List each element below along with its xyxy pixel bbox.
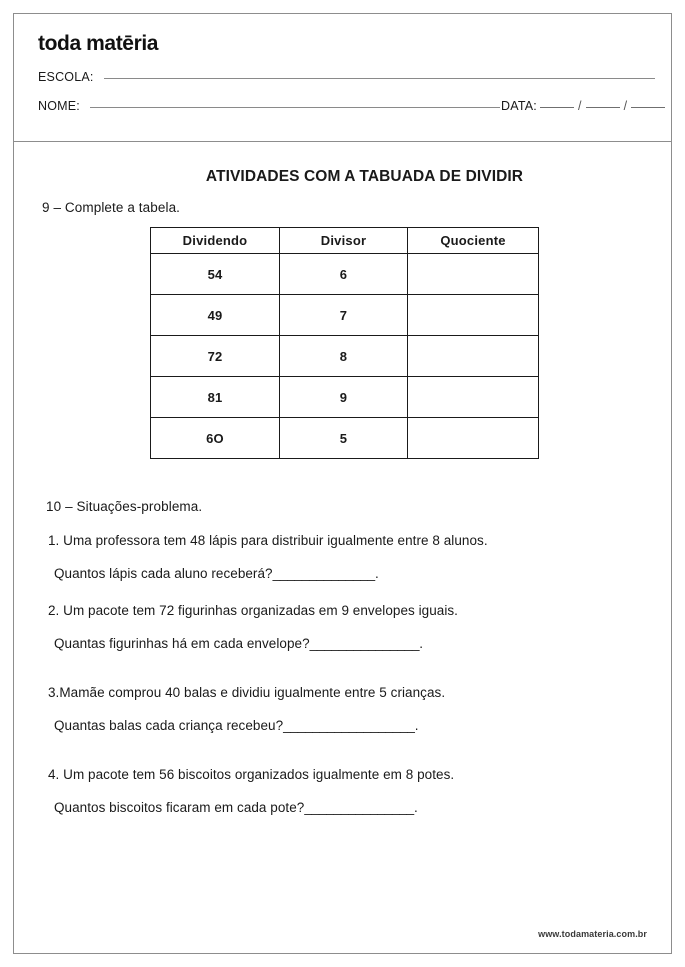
problem-4-period: . [413, 800, 418, 815]
cell-divisor: 8 [280, 336, 408, 377]
problem-1-question [46, 566, 641, 581]
problem-2-question [46, 636, 641, 651]
problem-2-statement: 2. Um pacote tem 72 figurinhas organizadas em 9 envelopes iguais. [48, 603, 458, 618]
problem-item-3 [46, 685, 641, 733]
problem-3-answer-blank[interactable]: __________________ [283, 718, 415, 733]
footer-url: www.todamateria.com.br [538, 929, 647, 939]
cell-quociente-answer[interactable] [408, 336, 539, 377]
table-row [151, 377, 539, 418]
table-row [151, 336, 539, 377]
name-field-row [38, 99, 500, 113]
problem-4-question-text: Quantos biscoitos ficaram em cada pote? [54, 800, 305, 815]
problem-4-question [46, 800, 641, 815]
problem-4-statement: 4. Um pacote tem 56 biscoitos organizados igualmente em 8 potes. [48, 767, 455, 782]
worksheet-body [14, 168, 671, 815]
cell-divisor: 5 [280, 418, 408, 459]
page-title: ATIVIDADES COM A TABUADA DE DIVIDIR [205, 168, 524, 185]
problem-2-question-text: Quantas figurinhas há em cada envelope? [54, 636, 310, 651]
problem-item-2 [46, 603, 641, 651]
cell-quociente-answer[interactable] [408, 295, 539, 336]
problem-1-period: . [374, 566, 379, 581]
cell-dividendo: 6O [151, 418, 280, 459]
cell-quociente-answer[interactable] [408, 418, 539, 459]
problem-2-period: . [419, 636, 424, 651]
table-row [151, 418, 539, 459]
cell-divisor: 7 [280, 295, 408, 336]
name-input-line[interactable] [90, 107, 500, 108]
cell-dividendo: 72 [151, 336, 280, 377]
cell-dividendo: 81 [151, 377, 280, 418]
cell-divisor: 9 [280, 377, 408, 418]
name-label: NOME: [38, 99, 80, 113]
table-row [151, 254, 539, 295]
problem-1-answer-blank[interactable]: ______________ [272, 566, 375, 581]
problem-3-question [46, 718, 641, 733]
problem-item-1 [46, 533, 641, 581]
table-row [151, 295, 539, 336]
cell-divisor: 6 [280, 254, 408, 295]
instruction-exercise-10: 10 – Situações-problema. [46, 499, 203, 514]
date-label: DATA: [501, 99, 537, 113]
problem-1-statement: 1. Uma professora tem 48 lápis para distribuir igualmente entre 8 alunos. [48, 533, 488, 548]
date-month-input[interactable] [586, 107, 620, 108]
cell-quociente-answer[interactable] [408, 377, 539, 418]
division-table [150, 227, 539, 459]
worksheet-page [13, 13, 672, 954]
column-header-divisor: Divisor [280, 228, 408, 254]
column-header-dividendo: Dividendo [151, 228, 280, 254]
problem-item-4 [46, 767, 641, 815]
problem-4-answer-blank[interactable]: _______________ [304, 800, 414, 815]
problem-3-period: . [414, 718, 419, 733]
worksheet-header [14, 14, 671, 142]
school-input-line[interactable] [104, 78, 655, 79]
table-header-row [151, 228, 539, 254]
column-header-quociente: Quociente [408, 228, 539, 254]
problem-3-question-text: Quantas balas cada criança recebeu? [54, 718, 284, 733]
date-day-input[interactable] [540, 107, 574, 108]
date-separator-2: / [623, 99, 628, 113]
cell-dividendo: 49 [151, 295, 280, 336]
date-field-row [501, 99, 668, 113]
cell-quociente-answer[interactable] [408, 254, 539, 295]
date-year-input[interactable] [631, 107, 665, 108]
division-table-wrapper [14, 227, 671, 459]
cell-dividendo: 54 [151, 254, 280, 295]
problem-1-question-text: Quantos lápis cada aluno receberá? [54, 566, 273, 581]
problem-2-answer-blank[interactable]: _______________ [309, 636, 420, 651]
problem-3-statement: 3.Mamãe comprou 40 balas e dividiu igualmente entre 5 crianças. [48, 685, 446, 700]
word-problems-section [14, 499, 671, 815]
instruction-exercise-9: 9 – Complete a tabela. [42, 200, 181, 215]
school-label: ESCOLA: [38, 70, 94, 84]
date-separator-1: / [577, 99, 582, 113]
site-logo: toda matēria [38, 32, 159, 55]
school-field-row [38, 70, 655, 84]
